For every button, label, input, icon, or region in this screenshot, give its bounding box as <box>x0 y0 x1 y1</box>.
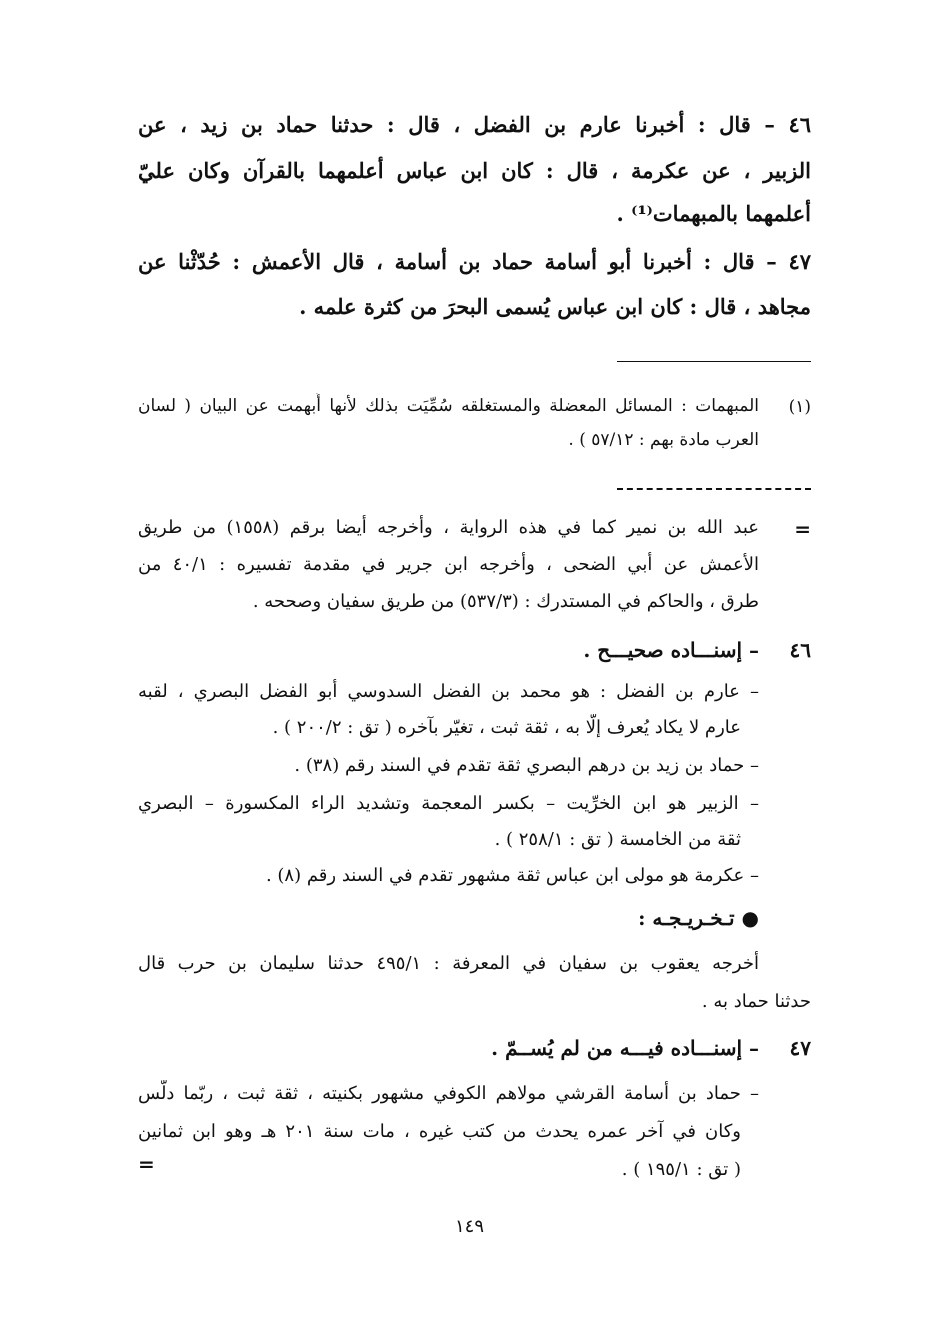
takhrij-line-2: حدثنا حماد به . <box>701 991 811 1012</box>
isnad-heading-46: – إسنـــاده صحيـــح . <box>583 638 759 662</box>
commentary-separator <box>617 488 811 490</box>
continuation-marker: = <box>794 517 811 541</box>
isnad-heading-47: – إسنـــاده فيـــه من لم يُســمّ . <box>491 1036 759 1060</box>
commentary-cont-line-1: عبد الله بن نمير كما في هذه الرواية ، وأخرجه أيضا برقم (١٥٥٨) من طريق <box>138 517 759 538</box>
commentary-number-46: ٤٦ <box>789 638 811 662</box>
narrator-note-ikrima: – عكرمة هو مولى ابن عباس ثقة مشهور تقدم في السند رقم (٨) . <box>265 865 759 886</box>
takhrij-line-1: أخرجه يعقوب بن سفيان في المعرفة : ٤٩٥/١ حدثنا سليمان بن حرب قال <box>138 953 759 974</box>
narrator-note-zubayr-line-1: – الزبير هو ابن الخرِّيت – بكسر المعجمة وتشديد الراء المكسورة – البصري <box>138 793 759 814</box>
report-47-line-1: ٤٧ – قال : أخبرنا أبو أسامة حماد بن أسامة ، قال الأعمش : حُدّثْنا عن <box>138 249 811 274</box>
report-46-line-3: أعلمهما بالمبهمات⁽¹⁾ . <box>616 201 811 226</box>
footnote-line-1: المبهمات : المسائل المعضلة والمستغلقه سُمِّيَت بذلك لأنها أُبهمت عن البيان ( لسان <box>138 396 759 416</box>
narrator-note-abu-usama-line-1: – حماد بن أسامة القرشي مولاهم الكوفي مشهور بكنيته ، ثقة ثبت ، ربّما دلّس <box>138 1083 759 1104</box>
narrator-note-abu-usama-line-3: ( تق : ١٩٥/١ ) . <box>621 1159 741 1180</box>
report-46-line-1: ٤٦ – قال : أخبرنا عارم بن الفضل ، قال : حدثنا حماد بن زيد ، عن <box>138 112 811 137</box>
commentary-cont-line-2: الأعمش عن أبي الضحى ، وأخرجه ابن جرير في مقدمة تفسيره : ٤٠/١ من <box>138 554 759 575</box>
continues-marker: = <box>138 1152 155 1176</box>
commentary-cont-line-3: طرق ، والحاكم في المستدرك : (٥٣٧/٣) من طريق سفيان وصححه . <box>252 591 759 612</box>
narrator-note-arim-line-2: عارم لا يكاد يُعرف إلّا به ، ثقة ثبت ، تغيّر بآخره ( تق : ٢٠٠/٢ ) . <box>272 717 741 738</box>
footnote-separator <box>617 361 811 362</box>
commentary-number-47: ٤٧ <box>789 1036 811 1060</box>
page-number: ١٤٩ <box>454 1216 484 1237</box>
footnote-line-2: العرب مادة بهم : ٥٧/١٢ ) . <box>568 430 759 450</box>
narrator-note-zubayr-line-2: ثقة من الخامسة ( تق : ٢٥٨/١ ) . <box>494 829 741 850</box>
narrator-note-abu-usama-line-2: وكان في آخر عمره يحدث من كتب غيره ، مات سنة ٢٠١ هـ وهو ابن ثمانين <box>138 1121 741 1142</box>
narrator-note-hammad: – حماد بن زيد بن درهم البصري ثقة تقدم في السند رقم (٣٨) . <box>294 755 759 776</box>
footnote-marker: (١) <box>788 397 811 417</box>
narrator-note-arim-line-1: – عارم بن الفضل : هو محمد بن الفضل السدوسي أبو الفضل البصري ، لقبه <box>138 681 759 702</box>
report-47-line-2: مجاهد ، قال : كان ابن عباس يُسمى البحرَ من كثرة علمه . <box>299 294 811 319</box>
book-page <box>138 0 811 1341</box>
report-46-line-2: الزبير ، عن عكرمة ، قال : كان ابن عباس أعلمهما بالقرآن وكان عليّ <box>138 158 811 183</box>
takhrij-heading: ● تـخـريـجـه : <box>638 906 759 930</box>
